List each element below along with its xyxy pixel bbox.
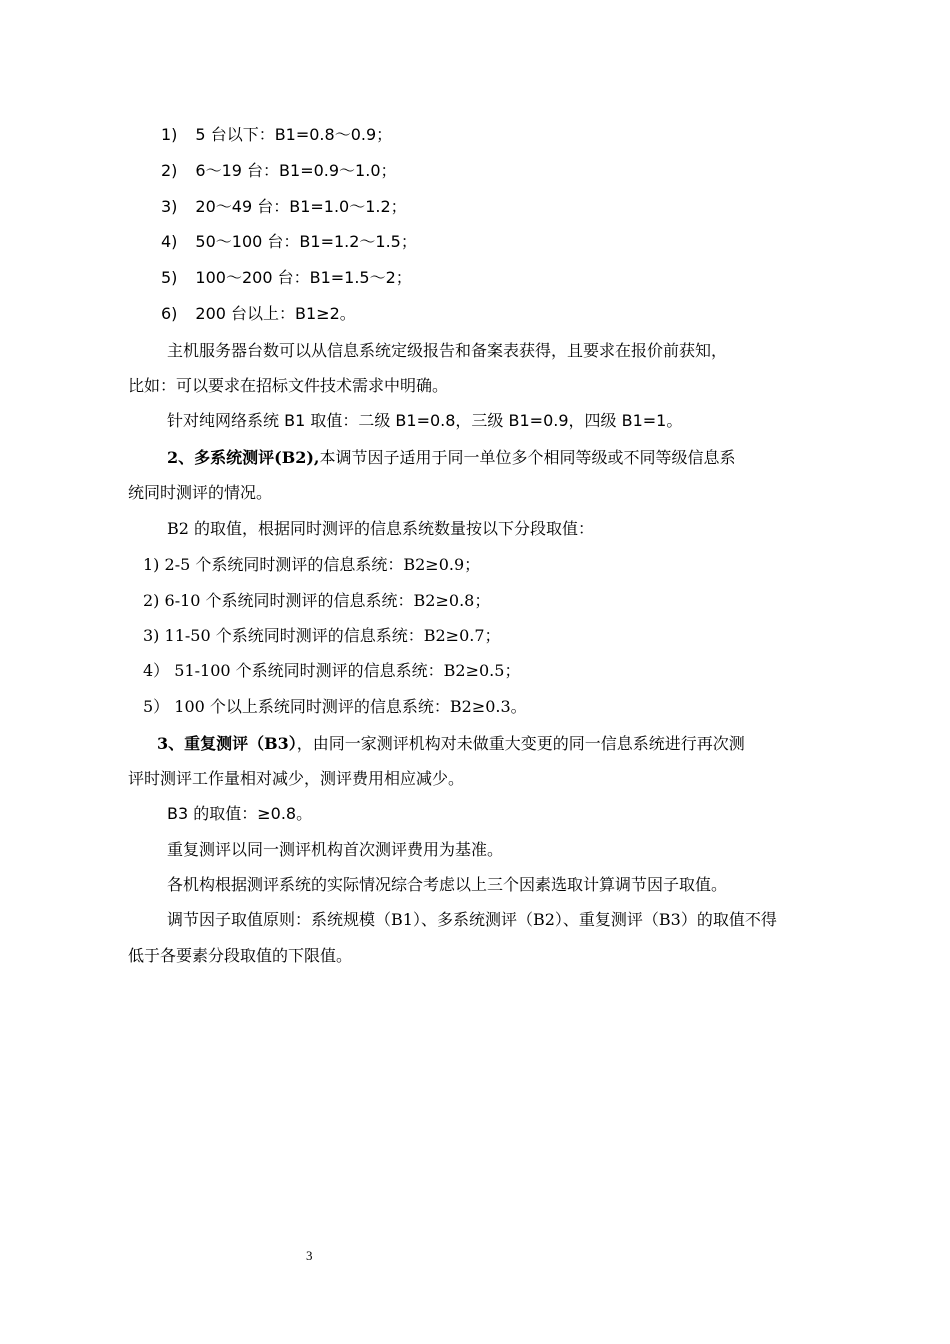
list-number: 3) [161,197,178,216]
list-text: 20～49 台：B1=1.0～1.2； [195,197,407,216]
list-number: 5) [161,268,178,287]
list-item [161,231,417,253]
list-text: 5 台以下：B1=0.8～0.9； [195,125,393,144]
list-number: 2) [161,161,178,180]
list-item: 1) 2-5 个系统同时测评的信息系统：B2≥0.9； [143,555,481,574]
paragraph-line: 低于各要素分段取值的下限值。 [128,946,353,965]
paragraph-line: 比如：可以要求在招标文件技术需求中明确。 [128,376,449,395]
paragraph-line: 主机服务器台数可以从信息系统定级报告和备案表获得，且要求在报价前获知， [167,341,728,360]
list-text: 50～100 台：B1=1.2～1.5； [195,232,417,251]
paragraph-line: B2 的取值，根据同时测评的信息系统数量按以下分段取值： [167,519,595,538]
list-item: 5） 100 个以上系统同时测评的信息系统：B2≥0.3。 [143,697,527,716]
section-heading: 3、重复测评（B3） [157,734,297,753]
list-item [161,303,356,325]
paragraph-line: 重复测评以同一测评机构首次测评费用为基准。 [167,840,504,859]
list-item [161,267,412,289]
paragraph-line: 统同时测评的情况。 [128,483,273,502]
paragraph-line: 针对纯网络系统 B1 取值：二级 B1=0.8，三级 B1=0.9，四级 B1=1。 [167,411,683,430]
list-item: 3) 11-50 个系统同时测评的信息系统：B2≥0.7； [143,626,501,645]
list-item [161,196,407,218]
section-heading-line [157,733,745,755]
list-text: 200 台以上：B1≥2。 [195,304,356,323]
list-text: 6～19 台：B1=0.9～1.0； [195,161,397,180]
list-item [161,160,397,182]
section-heading: 2、多系统测评(B2), [167,448,320,467]
list-number: 1) [161,125,178,144]
paragraph-text: ，由同一家测评机构对未做重大变更的同一信息系统进行再次测 [296,734,745,753]
paragraph-line: B3 的取值：≥0.8。 [167,804,313,823]
list-text: 100～200 台：B1=1.5～2； [195,268,412,287]
section-heading-line [167,447,736,469]
paragraph-line: 评时测评工作量相对减少，测评费用相应减少。 [128,769,465,788]
paragraph-line: 各机构根据测评系统的实际情况综合考虑以上三个因素选取计算调节因子取值。 [167,875,728,894]
paragraph-line: 调节因子取值原则：系统规模（B1）、多系统测评（B2）、重复测评（B3）的取值不得 [167,910,777,929]
list-item: 2) 6-10 个系统同时测评的信息系统：B2≥0.8； [143,591,491,610]
list-item: 4） 51-100 个系统同时测评的信息系统：B2≥0.5； [143,661,521,680]
paragraph-text: 本调节因子适用于同一单位多个相同等级或不同等级信息系 [319,448,736,467]
page-number: 3 [306,1248,313,1263]
list-number: 4) [161,232,178,251]
list-number: 6) [161,304,178,323]
list-item [161,124,392,146]
